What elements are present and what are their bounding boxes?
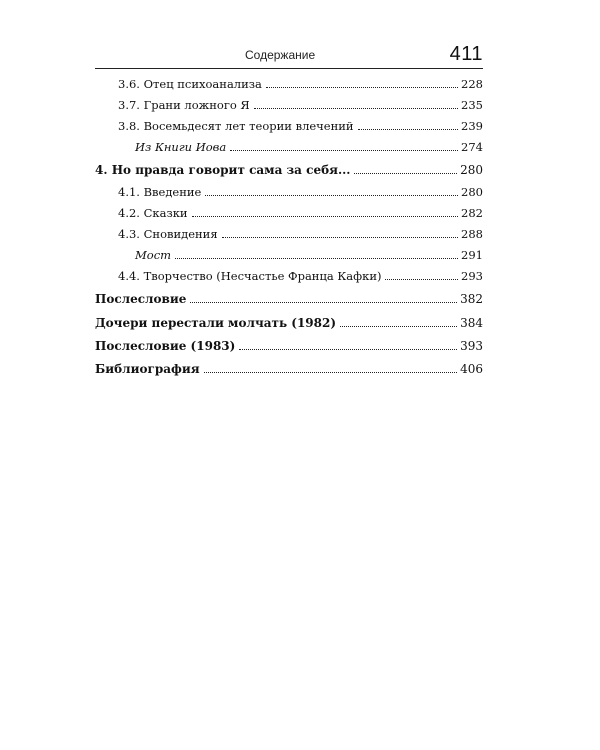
toc-entry-page: 288 bbox=[461, 227, 483, 241]
toc-entry-4-3 bbox=[118, 226, 483, 242]
toc-entry-page: 393 bbox=[460, 339, 483, 353]
toc-entry-title: 4.4. Творчество (Несчастье Франца Кафки) bbox=[118, 269, 382, 283]
toc-entry-page: 280 bbox=[461, 185, 483, 199]
toc-entry-page: 239 bbox=[461, 119, 483, 133]
toc-entry-title: 4.1. Введение bbox=[118, 185, 202, 199]
toc-entry-bridge bbox=[135, 247, 483, 263]
dot-leader bbox=[354, 173, 457, 174]
dot-leader bbox=[190, 302, 457, 303]
toc-entry-chapter-4 bbox=[95, 162, 483, 178]
dot-leader bbox=[385, 279, 458, 280]
toc-entry-page: 291 bbox=[461, 248, 483, 262]
dot-leader bbox=[175, 258, 458, 259]
toc-entry-3-8 bbox=[118, 118, 483, 134]
dot-leader bbox=[222, 237, 458, 238]
toc-entry-3-6 bbox=[118, 76, 483, 92]
toc-entry-title: 4. Но правда говорит сама за себя... bbox=[95, 163, 351, 177]
toc-entry-page: 406 bbox=[460, 362, 483, 376]
dot-leader bbox=[340, 326, 457, 327]
dot-leader bbox=[239, 349, 457, 350]
toc-entry-daughters bbox=[95, 315, 483, 331]
header-title: Содержание bbox=[245, 48, 316, 62]
toc-entry-title: Дочери перестали молчать (1982) bbox=[95, 316, 337, 330]
toc-entry-3-7 bbox=[118, 97, 483, 113]
toc-entry-page: 235 bbox=[461, 98, 483, 112]
dot-leader bbox=[192, 216, 458, 217]
dot-leader bbox=[230, 150, 458, 151]
toc-entry-title: Библиография bbox=[95, 362, 200, 376]
page-number: 411 bbox=[449, 43, 483, 65]
toc-entry-title: 4.2. Сказки bbox=[118, 206, 188, 220]
toc-entry-job bbox=[135, 139, 483, 155]
toc-entry-title: 3.7. Грани ложного Я bbox=[118, 98, 250, 112]
toc-entry-title: Из Книги Иова bbox=[135, 140, 227, 154]
toc-entry-title: 3.8. Восемьдесят лет теории влечений bbox=[118, 119, 354, 133]
toc-entry-page: 282 bbox=[461, 206, 483, 220]
toc-entry-afterword bbox=[95, 291, 483, 307]
dot-leader bbox=[254, 108, 458, 109]
toc-entry-4-4 bbox=[118, 268, 483, 284]
dot-leader bbox=[358, 129, 458, 130]
toc-entry-title: Послесловие bbox=[95, 292, 187, 306]
dot-leader bbox=[205, 195, 458, 196]
toc-entry-bibliography bbox=[95, 361, 483, 377]
toc-entry-4-1 bbox=[118, 184, 483, 200]
toc-entry-page: 382 bbox=[460, 292, 483, 306]
dot-leader bbox=[266, 87, 458, 88]
toc-entry-page: 228 bbox=[461, 77, 483, 91]
toc-entry-page: 274 bbox=[461, 140, 483, 154]
toc-entry-page: 293 bbox=[461, 269, 483, 283]
toc-entry-title: Мост bbox=[135, 248, 172, 262]
toc-entry-title: 3.6. Отец психоанализа bbox=[118, 77, 262, 91]
toc-entry-title: Послесловие (1983) bbox=[95, 339, 236, 353]
toc-entry-title: 4.3. Сновидения bbox=[118, 227, 218, 241]
toc-entry-page: 280 bbox=[460, 163, 483, 177]
toc-entry-afterword-1983 bbox=[95, 338, 483, 354]
toc-entry-page: 384 bbox=[460, 316, 483, 330]
toc-entry-4-2 bbox=[118, 205, 483, 221]
dot-leader bbox=[204, 372, 457, 373]
running-header bbox=[95, 44, 483, 69]
